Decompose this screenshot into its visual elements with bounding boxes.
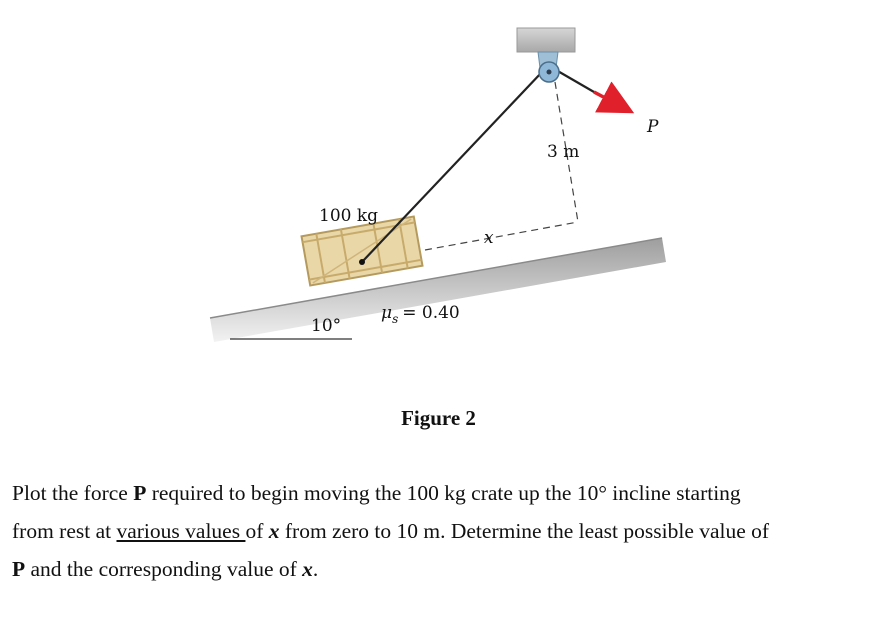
problem-line-1 [12, 474, 872, 512]
problem-text: Plot the force [12, 481, 134, 505]
cable [362, 72, 542, 262]
force-label: P [647, 117, 659, 137]
mu-subscript: s [392, 312, 399, 326]
mu-value: = 0.40 [402, 303, 460, 323]
problem-text: required to begin moving the 100 kg crate up the 10° incline starting [146, 481, 741, 505]
pulley-axle [547, 70, 552, 75]
figure-caption: Figure 2 [401, 406, 476, 430]
distance-label: x [484, 228, 494, 248]
attachment-point [359, 259, 365, 265]
problem-text: and the corresponding value of [25, 557, 303, 581]
problem-text: from rest at [12, 519, 117, 543]
crate [302, 216, 423, 285]
x-symbol: x [302, 557, 313, 581]
problem-statement [12, 474, 872, 588]
problem-line-3 [12, 550, 872, 588]
x-symbol: x [268, 519, 280, 543]
problem-text: from zero to 10 m. Determine the least possible value of [279, 519, 770, 543]
height-label: 3 m [547, 142, 580, 162]
problem-text: of [245, 519, 269, 543]
mu-symbol: μ [381, 303, 393, 323]
underlined-phrase: various values [116, 519, 246, 543]
ceiling-support [517, 28, 575, 52]
force-symbol: P [12, 557, 26, 581]
cable-to-force [556, 70, 594, 92]
x-dimension-line [425, 222, 578, 250]
problem-text: . [312, 557, 319, 581]
angle-label: 10° [311, 316, 342, 336]
incline-surface [210, 238, 666, 342]
problem-line-2 [12, 512, 872, 550]
force-symbol: P [133, 481, 147, 505]
force-arrow [594, 92, 628, 110]
mass-label: 100 kg [319, 206, 379, 226]
